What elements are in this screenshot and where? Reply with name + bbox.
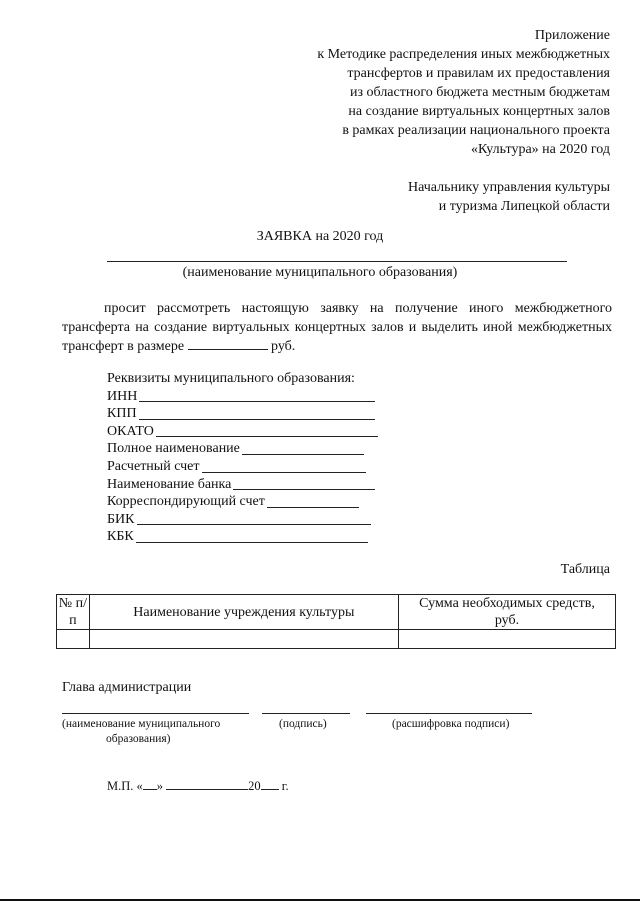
caption-line: образования) [106,733,171,745]
month-blank [166,779,248,790]
stamp-quote: » [156,779,164,793]
table-cell [57,630,90,649]
requisite-blank [139,389,375,402]
requisite-row-bank [107,476,397,494]
stamp-mp: М.П. « [107,779,143,793]
requisite-label: ИНН [107,388,138,404]
table-cell [398,630,615,649]
requisite-label: Расчетный счет [107,458,200,474]
appendix-line: из областного бюджета местным бюджетам [350,85,610,100]
requisite-label: ОКАТО [107,423,154,439]
requisite-blank [242,442,364,455]
col-number-header: № п/п [57,595,90,630]
requisite-row-kpp [107,405,397,423]
requisite-row-kbk [107,528,397,546]
signature-line-sign [262,713,350,714]
request-currency: руб. [271,339,296,354]
requisites-heading: Реквизиты муниципального образования: [107,371,355,386]
signature-caption-decode: (расшифровка подписи) [392,718,510,730]
requisite-blank [139,407,375,420]
requisite-blank [267,495,359,508]
addressee-line: и туризма Липецкой области [438,199,610,214]
addressee-line: Начальнику управления культуры [407,180,610,195]
appendix-line: «Культура» на 2020 год [471,142,610,157]
table-row [57,630,616,649]
stamp-year: 20 [248,779,261,793]
requisite-blank [156,424,378,437]
requisite-label: Корреспондирующий счет [107,494,265,510]
municipality-blank-line [107,261,567,262]
requisite-row-bik [107,511,397,529]
table-header-row [57,595,616,630]
request-paragraph [62,299,612,356]
appendix-line: Приложение [534,28,610,43]
requisite-row-corr-account [107,493,397,511]
request-text: просит рассмотреть настоящую заявку на получение иного межбюджетного трансферта на создание виртуальных концертных залов и выделить иной межбюджетных трансферт в размере [62,301,612,354]
page-bottom-border [0,899,640,901]
col-name-header: Наименование учреждения культуры [89,595,398,630]
requisite-blank [202,460,366,473]
requisite-row-okato [107,423,397,441]
table-label: Таблица [560,562,610,577]
amount-blank [188,338,268,350]
stamp-date-line [107,779,289,794]
signature-line-decode [366,713,532,714]
requisite-blank [233,477,375,490]
requisite-label: Полное наименование [107,441,240,457]
requisite-blank [136,530,368,543]
signature-caption-municipality [62,717,220,747]
requisite-label: КБК [107,529,134,545]
signature-line-municipality [62,713,249,714]
appendix-line: в рамках реализации национального проекта [342,123,610,138]
requisite-label: Наименование банка [107,476,232,492]
requisite-blank [137,512,371,525]
municipality-caption: (наименование муниципального образования) [182,265,458,280]
signature-caption-sign: (подпись) [279,718,327,730]
requisite-label: КПП [107,406,137,422]
caption-line: (наименование муниципального [62,718,221,730]
table-cell [89,630,398,649]
requisite-row-inn [107,388,397,406]
requisite-row-fullname [107,440,397,458]
addressee-block [310,178,610,216]
document-title: ЗАЯВКА на 2020 год [256,229,384,244]
requisite-row-account [107,458,397,476]
appendix-line: к Методике распределения иных межбюджетных [317,47,610,62]
appendix-block [250,26,610,159]
appendix-line: трансфертов и правилам их предоставления [347,66,610,81]
day-blank [143,779,157,790]
year-blank [261,779,279,790]
requisites-block [107,370,397,546]
col-sum-header: Сумма необходимых средств, руб. [398,595,615,630]
requisite-label: БИК [107,511,135,527]
appendix-line: на создание виртуальных концертных залов [348,104,610,119]
institutions-table [56,594,616,649]
signature-heading: Глава администрации [62,680,192,695]
stamp-suffix: г. [281,779,289,793]
